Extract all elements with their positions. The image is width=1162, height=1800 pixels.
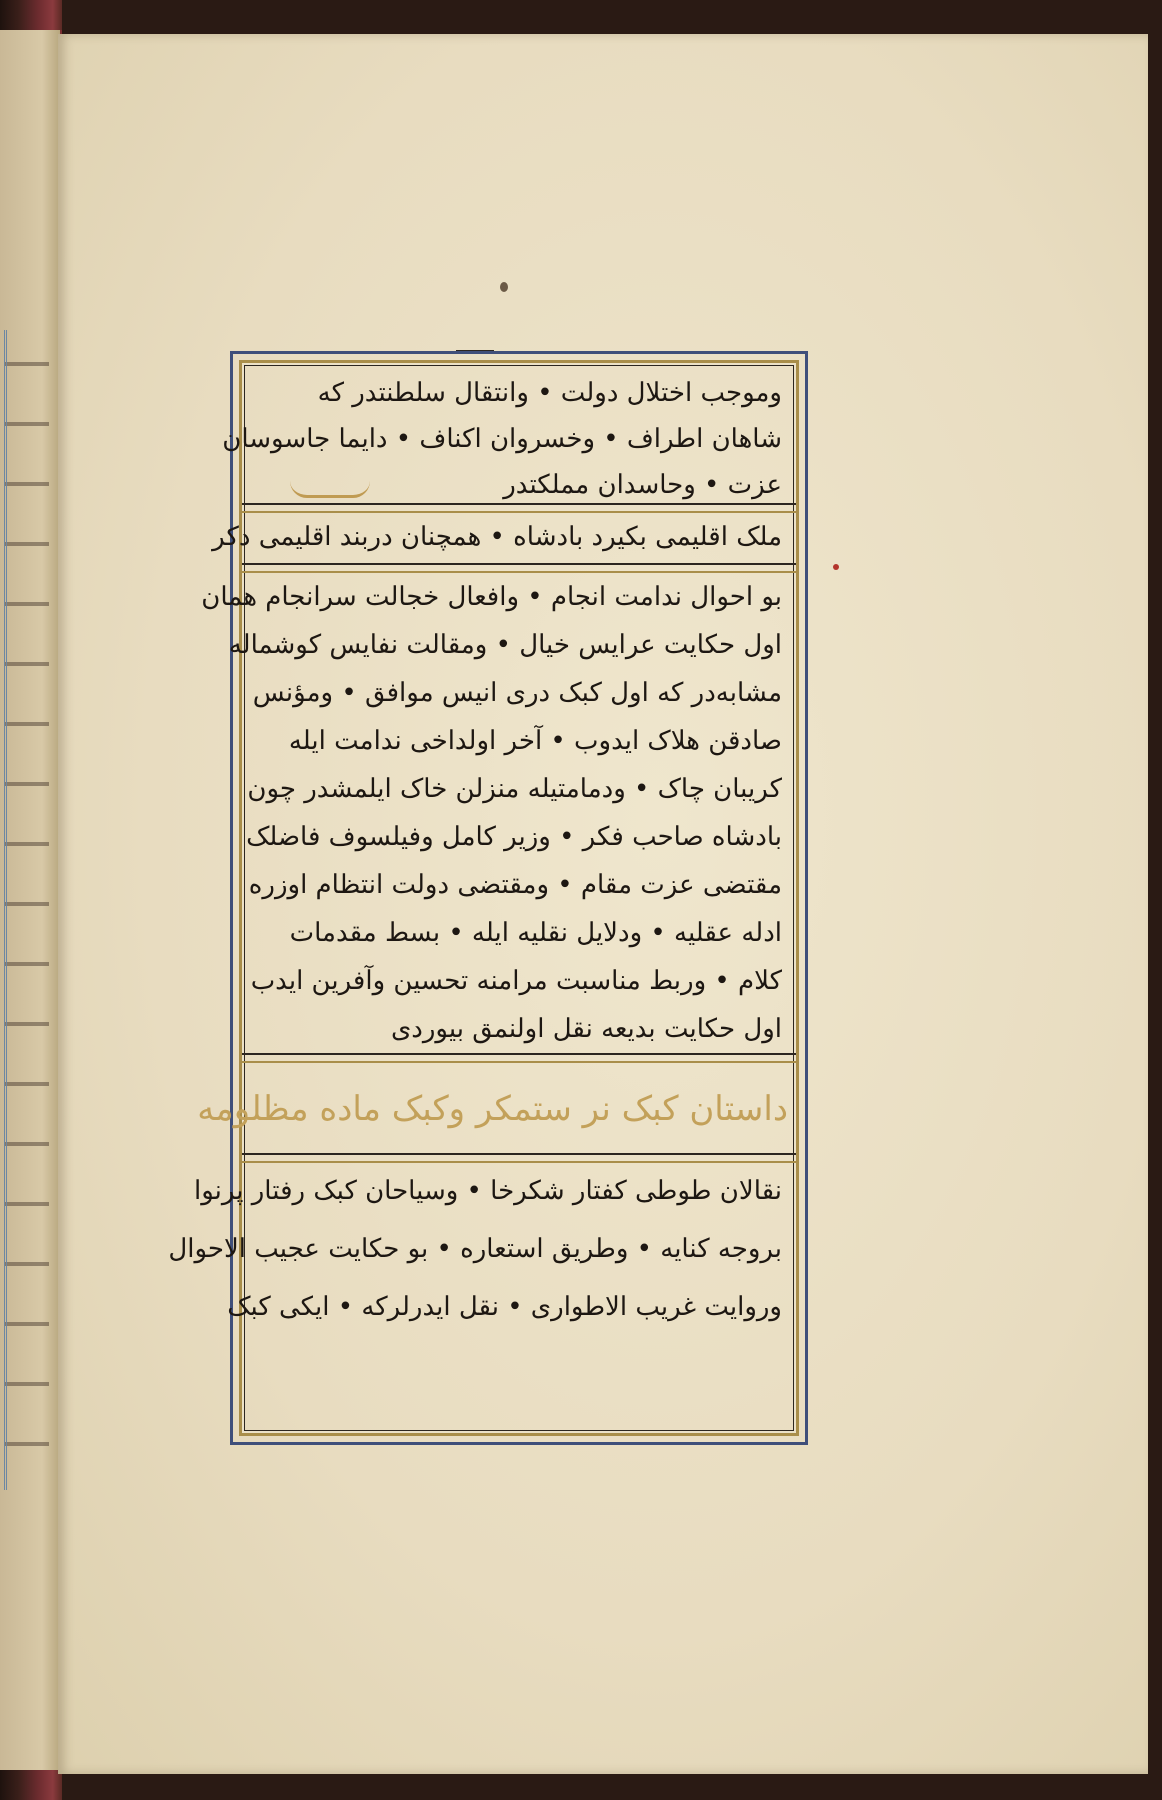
text-line: بو احوال ندامت انجام • وافعال خجالت سرانجام همان <box>201 582 782 612</box>
previous-page-edge <box>0 30 62 1770</box>
text-line: اول حکایت بدیعه نقل اولنمق بیوردی <box>390 1014 782 1044</box>
text-line: بادشاه صاحب فکر • وزیر کامل وفیلسوف فاضلک <box>246 822 782 852</box>
text-line: شاهان اطراف • وخسروان اکناف • دایما جاسوسان <box>222 424 782 454</box>
text-line: کریبان چاک • ودمامتیله منزلن خاک ایلمشدر چون <box>247 774 782 804</box>
text-line: کلام • وربط مناسبت مرامنه تحسین وآفرین ایدب <box>250 966 782 996</box>
text-line: وموجب اختلال دولت • وانتقال سلطنتدر که <box>317 378 782 408</box>
text-line: مقتضی عزت مقام • ومقتضی دولت انتظام اوزره <box>248 870 782 900</box>
folio-mark <box>500 282 508 292</box>
ink-dot <box>833 564 839 570</box>
section-1 <box>222 363 796 503</box>
verse-line: ملک اقلیمی بکیرد بادشاه • همچنان دربند اقلیمی دکر <box>212 522 782 552</box>
text-frame <box>168 351 808 1445</box>
text-frame-inner <box>168 360 799 1436</box>
text-line: وروایت غریب الاطواری • نقل ایدرلرکه • ایکی کبک <box>227 1292 782 1322</box>
chapter-heading: داستان کبک نر ستمکر وکبک ماده مظلومه <box>197 1089 788 1129</box>
text-line: نقالان طوطی کفتار شکرخا • وسیاحان کبک رفتار پرنوا <box>194 1176 782 1206</box>
text-line: ادله عقلیه • ودلایل نقلیه ایله • بسط مقدمات <box>289 918 782 948</box>
catchword-mark <box>456 330 494 353</box>
section-3 <box>168 1161 796 1431</box>
text-line: اول حکایت عرایس خیال • ومقالت نفایس کوشماله <box>228 630 782 660</box>
gold-flourish <box>290 481 370 498</box>
text-line: صادقن هلاک ایدوب • آخر اولداخی ندامت ایله <box>288 726 782 756</box>
verse-panel <box>212 511 796 563</box>
text-line: مشابه‌در که اول کبک دری انیس موافق • ومؤنس <box>252 678 782 708</box>
manuscript-page <box>58 34 1148 1774</box>
previous-page-text-column <box>4 330 49 1490</box>
text-line: بروجه کنایه • وطریق استعاره • بو حکایت عجیب الاحوال <box>168 1234 782 1264</box>
heading-panel <box>197 1061 796 1153</box>
section-2 <box>201 571 796 1053</box>
text-line: عزت • وحاسدان مملکتدر <box>503 470 782 500</box>
